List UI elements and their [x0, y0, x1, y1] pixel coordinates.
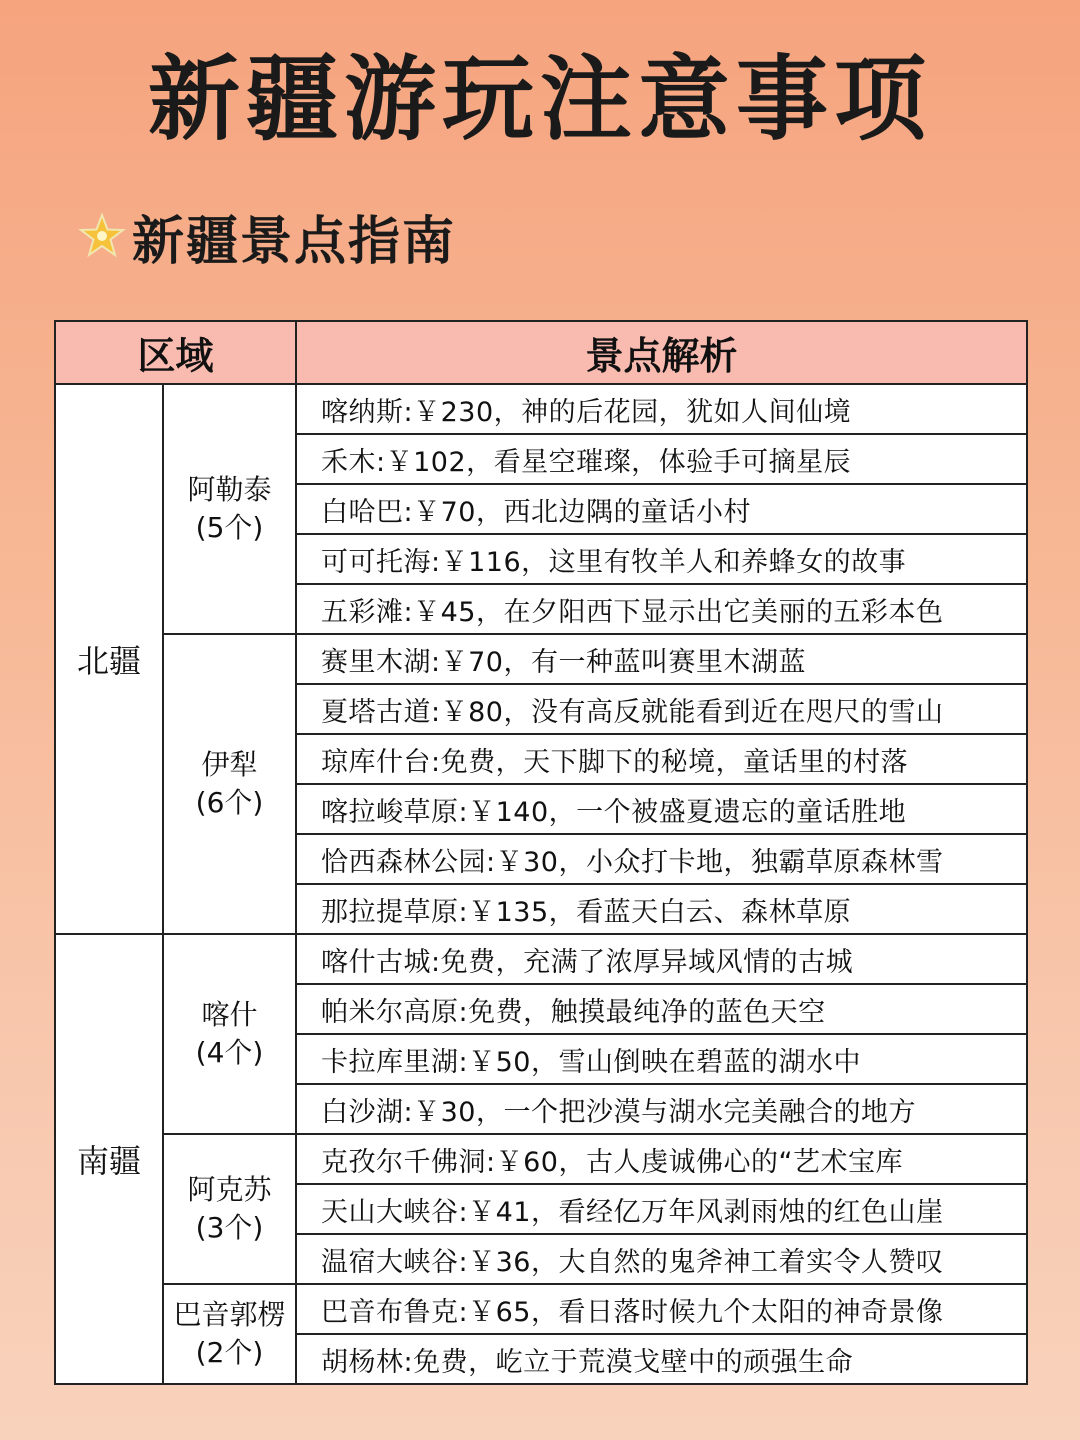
city-cell — [163, 634, 296, 934]
city-count: (4个) — [195, 1036, 264, 1069]
spot-cell: 恰西森林公园:￥30，小众打卡地，独霸草原森林雪 — [296, 834, 1027, 884]
section-subtitle: 新疆景点指南 — [132, 211, 457, 272]
city-name: 巴音郭楞 — [173, 1298, 286, 1331]
city-count: (5个) — [195, 511, 264, 544]
city-name: 阿克苏 — [187, 1173, 272, 1206]
spot-cell: 白哈巴:￥70，西北边隅的童话小村 — [296, 484, 1027, 534]
spot-cell: 胡杨林:免费，屹立于荒漠戈壁中的顽强生命 — [296, 1334, 1027, 1384]
region-cell: 北疆 — [55, 384, 163, 934]
city-cell — [163, 1134, 296, 1284]
table-row — [55, 634, 1027, 684]
star-icon — [78, 212, 126, 260]
city-cell — [163, 934, 296, 1134]
spot-cell: 赛里木湖:￥70，有一种蓝叫赛里木湖蓝 — [296, 634, 1027, 684]
table-row — [55, 1134, 1027, 1184]
table-row — [55, 934, 1027, 984]
spot-cell: 五彩滩:￥45，在夕阳西下显示出它美丽的五彩本色 — [296, 584, 1027, 634]
city-count: (3个) — [195, 1211, 264, 1244]
table-row — [55, 1284, 1027, 1334]
spot-cell: 喀拉峻草原:￥140，一个被盛夏遗忘的童话胜地 — [296, 784, 1027, 834]
spot-cell: 巴音布鲁克:￥65，看日落时候九个太阳的神奇景像 — [296, 1284, 1027, 1334]
spot-cell: 禾木:￥102，看星空璀璨，体验手可摘星辰 — [296, 434, 1027, 484]
spot-cell: 夏塔古道:￥80，没有高反就能看到近在咫尺的雪山 — [296, 684, 1027, 734]
spot-cell: 可可托海:￥116，这里有牧羊人和养蜂女的故事 — [296, 534, 1027, 584]
table-row — [55, 384, 1027, 434]
city-cell — [163, 384, 296, 634]
spot-cell: 卡拉库里湖:￥50，雪山倒映在碧蓝的湖水中 — [296, 1034, 1027, 1084]
spot-cell: 那拉提草原:￥135，看蓝天白云、森林草原 — [296, 884, 1027, 934]
table-header-row — [55, 321, 1027, 384]
spot-cell: 温宿大峡谷:￥36，大自然的鬼斧神工着实令人赞叹 — [296, 1234, 1027, 1284]
spot-cell: 克孜尔千佛洞:￥60，古人虔诚佛心的“艺术宝库 — [296, 1134, 1027, 1184]
header-detail: 景点解析 — [296, 321, 1027, 384]
spot-cell: 喀什古城:免费，充满了浓厚异域风情的古城 — [296, 934, 1027, 984]
spot-cell: 帕米尔高原:免费，触摸最纯净的蓝色天空 — [296, 984, 1027, 1034]
spot-cell: 白沙湖:￥30，一个把沙漠与湖水完美融合的地方 — [296, 1084, 1027, 1134]
header-region: 区域 — [55, 321, 296, 384]
page-title: 新疆游玩注意事项 — [147, 46, 932, 153]
spot-cell: 喀纳斯:￥230，神的后花园，犹如人间仙境 — [296, 384, 1027, 434]
city-count: (2个) — [195, 1336, 264, 1369]
attractions-table — [54, 320, 1028, 1385]
city-name: 阿勒泰 — [187, 473, 272, 506]
city-name: 伊犁 — [201, 748, 258, 781]
city-name: 喀什 — [201, 998, 258, 1031]
city-count: (6个) — [195, 786, 264, 819]
city-cell — [163, 1284, 296, 1384]
region-cell: 南疆 — [55, 934, 163, 1384]
spot-cell: 琼库什台:免费，天下脚下的秘境，童话里的村落 — [296, 734, 1027, 784]
subtitle-row — [78, 200, 456, 272]
spot-cell: 天山大峡谷:￥41，看经亿万年风剥雨烛的红色山崖 — [296, 1184, 1027, 1234]
